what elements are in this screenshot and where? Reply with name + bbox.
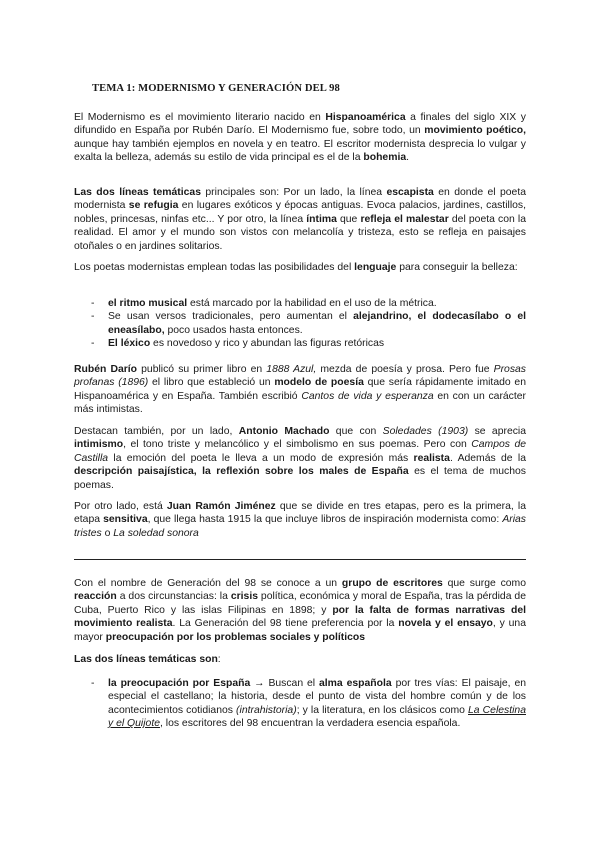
- paragraph-modernismo-intro: El Modernismo es el movimiento literario nacido en Hispanoamérica a finales del siglo XIX y difundido en España por Rubén Darío. El Modernismo fue, sobre todo, un movimiento poético, aunque hay también ejemplos en novela y en teatro. El escritor modernista desprecia lo vulgar y exalta la belleza, además su estilo de vida principal es el de la bohemia.: [74, 112, 527, 164]
- paragraph-antonio-machado: Destacan también, por un lado, Antonio Machado que con Soledades (1903) se aprecia intimismo, el tono triste y melancólico y el simbolismo en sus poemas. Pero con Campos de Castilla la emoción del poeta le lleva a un modo de expresión más realista. Además de la descripción paisajística, la reflexión sobre los males de España es el tema de muchos poemas.: [74, 426, 527, 491]
- paragraph-generacion-98: Con el nombre de Generación del 98 se conoce a un grupo de escritores que surge como reacción a dos circunstancias: la crisis política, económica y moral de España, tras la pérdida de Cuba, Puerto Rico y las islas Filipinas en 1898; y por la falta de formas narrativas del movimiento realista. La Generación del 98 tiene preferencia por la novela y el ensayo, y una mayor preocupación por los problemas sociales y políticos: [74, 578, 526, 643]
- page-title: TEMA 1: MODERNISMO Y GENERACIÓN DEL 98: [92, 83, 340, 94]
- paragraph-lineas-tematicas: Las dos líneas temáticas principales son: Por un lado, la línea escapista en donde el poeta modernista se refugia en lugares exóticos y épocas antiguas. Evoca palacios, jardines, castillos, nobles, princesas, ninfas etc... Y por otro, la línea íntima que refleja el malestar del poeta con la realidad. El amor y el mundo son vistos con melancolía y tristeza, esto se refleja en paisajes otoñales o en jardines solitarios.: [74, 187, 526, 252]
- list-item: - Se usan versos tradicionales, pero aumentan el alejandrino, el dodecasílabo o el eneasílabo, poco usados hasta entonces.: [91, 311, 526, 336]
- paragraph-juan-ramon-jimenez: Por otro lado, está Juan Ramón Jiménez que se divide en tres etapas, pero es la primera, la etapa sensitiva, que llega hasta 1915 la que incluye libros de inspiración modernista como: Arias tristes o La soledad sonora: [74, 501, 527, 539]
- paragraph-lenguaje: Los poetas modernistas emplean todas las posibilidades del lenguaje para conseguir la belleza:: [74, 262, 518, 273]
- list-recursos-lenguaje: [74, 297, 526, 351]
- list-item: - el ritmo musical está marcado por la habilidad en el uso de la métrica.: [91, 298, 437, 309]
- list-item: - la preocupación por España → Buscan el alma española por tres vías: El paisaje, en especial el castellano; la historia, desde el punto de vista del hombre común y de los acontecimientos cotidianos (intrahistoria); y la literatura, en los clásicos como La Celestina y el Quijote, los escritores del 98 encuentran la verdadera esencia española.: [91, 678, 527, 730]
- list-lineas-98: [74, 677, 526, 731]
- paragraph-ruben-dario: Rubén Darío publicó su primer libro en 1888 Azul, mezda de poesía y prosa. Pero fue Prosas profanas (1896) el libro que estableció un modelo de poesía que sería rápidamente imitado en Hispanoamérica y en España. También escribió Cantos de vida y esperanza en con un carácter más intimistas.: [74, 364, 527, 416]
- section-divider: [74, 559, 526, 560]
- subheading-lineas-98: Las dos líneas temáticas son:: [74, 654, 221, 665]
- list-item: - El léxico es novedoso y rico y abundan las figuras retóricas: [91, 338, 385, 350]
